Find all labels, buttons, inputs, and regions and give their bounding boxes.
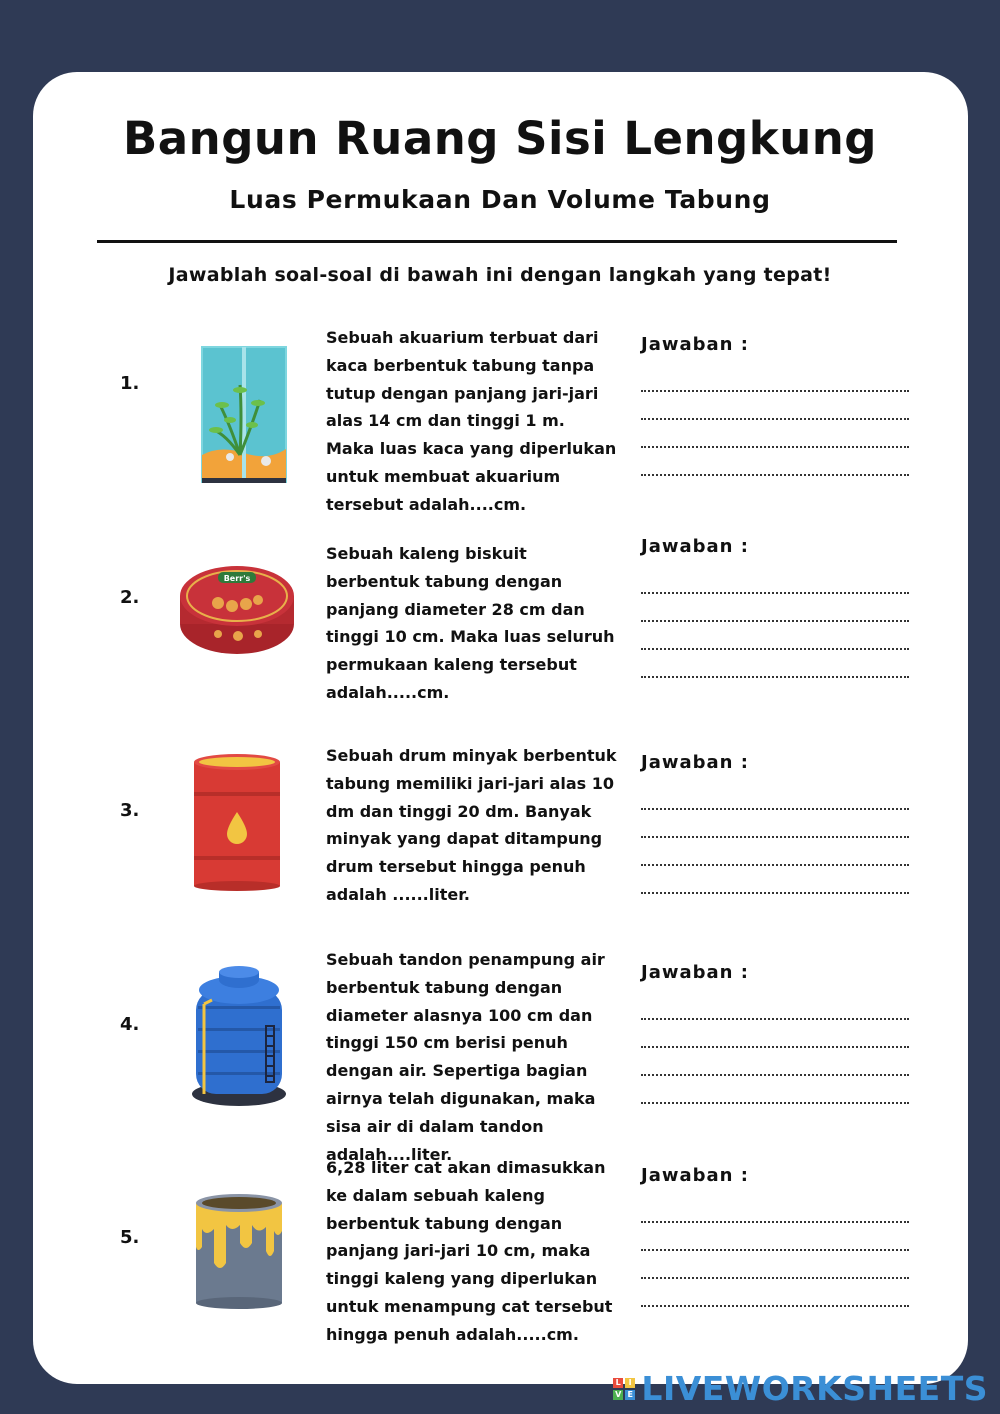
question-3 — [0, 742, 1000, 942]
question-number: 1. — [120, 373, 140, 394]
answer-line[interactable] — [641, 622, 909, 650]
answer-line[interactable] — [641, 594, 909, 622]
instruction-text: Jawablah soal-soal di bawah ini dengan langkah yang tepat! — [168, 264, 832, 286]
divider — [97, 240, 897, 243]
answer-line[interactable] — [641, 810, 909, 838]
oil-drum-icon — [192, 752, 282, 892]
watermark-text: LIVEWORKSHEETS — [641, 1369, 988, 1408]
answer-line[interactable] — [641, 866, 909, 894]
answer-line[interactable] — [641, 992, 909, 1020]
liveworksheets-watermark — [613, 1369, 988, 1408]
question-1 — [0, 320, 1000, 520]
answer-area — [641, 962, 909, 1104]
question-5 — [0, 1153, 1000, 1353]
question-2 — [0, 538, 1000, 738]
answer-line[interactable] — [641, 420, 909, 448]
answer-label: Jawaban : — [641, 752, 749, 773]
question-number: 3. — [120, 800, 140, 821]
water-tank-icon — [190, 966, 288, 1108]
answer-line[interactable] — [641, 1195, 909, 1223]
answer-line[interactable] — [641, 364, 909, 392]
question-text: Sebuah tandon penampung air berbentuk tabung dengan diameter alasnya 100 cm dan tinggi 150 cm berisi penuh dengan air. Sepertiga bagian airnya telah digunakan, maka sisa air di dalam tandon adalah....liter. — [326, 950, 605, 1164]
answer-line[interactable] — [641, 1020, 909, 1048]
question-text: 6,28 liter cat akan dimasukkan ke dalam sebuah kaleng berbentuk tabung dengan panjang jari-jari 10 cm, maka tinggi kaleng yang diperlukan untuk menampung cat tersebut hingga penuh adalah.....cm. — [326, 1158, 613, 1344]
answer-line[interactable] — [641, 1251, 909, 1279]
answer-label: Jawaban : — [641, 962, 749, 983]
question-number: 5. — [120, 1227, 140, 1248]
answer-line[interactable] — [641, 392, 909, 420]
question-text: Sebuah drum minyak berbentuk tabung memiliki jari-jari alas 10 dm dan tinggi 20 dm. Banyak minyak yang dapat ditampung drum tersebut hingga penuh adalah ......liter. — [326, 746, 617, 904]
answer-label: Jawaban : — [641, 1165, 749, 1186]
answer-label: Jawaban : — [641, 334, 749, 355]
answer-line[interactable] — [641, 448, 909, 476]
answer-line[interactable] — [641, 650, 909, 678]
question-number: 4. — [120, 1014, 140, 1035]
page-title: Bangun Ruang Sisi Lengkung — [123, 112, 877, 165]
question-text: Sebuah kaleng biskuit berbentuk tabung dengan panjang diameter 28 cm dan tinggi 10 cm. Maka luas seluruh permukaan kaleng tersebut adalah.....cm. — [326, 544, 615, 702]
answer-line[interactable] — [641, 838, 909, 866]
page-subtitle: Luas Permukaan Dan Volume Tabung — [229, 185, 771, 214]
answer-line[interactable] — [641, 566, 909, 594]
answer-area — [641, 536, 909, 678]
answer-area — [641, 1165, 909, 1307]
answer-line[interactable] — [641, 1279, 909, 1307]
answer-line[interactable] — [641, 1048, 909, 1076]
question-number: 2. — [120, 587, 140, 608]
answer-label: Jawaban : — [641, 536, 749, 557]
question-4 — [0, 946, 1000, 1164]
answer-line[interactable] — [641, 1223, 909, 1251]
biscuit-tin-icon — [178, 558, 296, 658]
question-text: Sebuah akuarium terbuat dari kaca berbentuk tabung tanpa tutup dengan panjang jari-jari alas 14 cm dan tinggi 1 m. Maka luas kaca yang diperlukan untuk membuat akuarium tersebut adalah....cm. — [326, 328, 617, 514]
liveworksheets-logo-icon: L I V E — [613, 1378, 635, 1400]
tin-brand-label: Berr's — [223, 574, 251, 583]
answer-area — [641, 752, 909, 894]
paint-can-icon — [192, 1191, 286, 1311]
aquarium-icon — [200, 345, 288, 485]
answer-line[interactable] — [641, 782, 909, 810]
answer-line[interactable] — [641, 1076, 909, 1104]
answer-area — [641, 334, 909, 476]
